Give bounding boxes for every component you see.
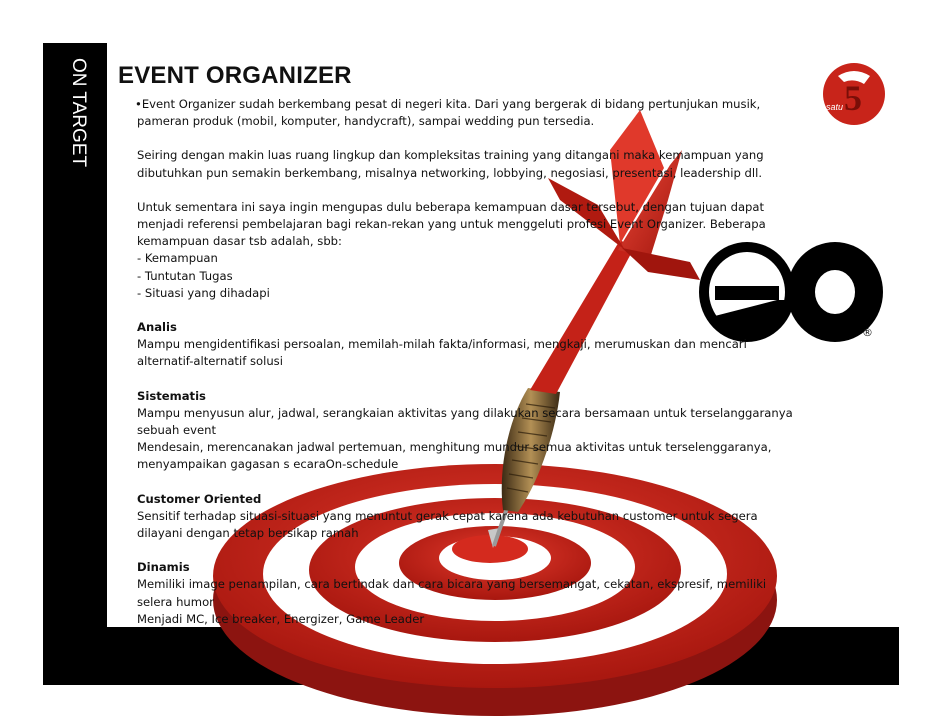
satu-logo — [818, 58, 888, 128]
slide-title: EVENT ORGANIZER — [118, 62, 352, 89]
section-heading: Customer Oriented — [137, 491, 262, 506]
body-line: kemampuan dasar tsb adalah, sbb: — [137, 234, 342, 249]
paragraph-gap — [137, 302, 857, 319]
body-line: menyampaikan gagasan s ecaraOn-schedule — [137, 457, 399, 472]
body-line: Menjadi MC, Ice breaker, Energizer, Game Leader — [137, 611, 425, 626]
paragraph-gap — [137, 474, 857, 491]
paragraph-gap — [137, 130, 857, 147]
body-line: Seiring dengan makin luas ruang lingkup dan kompleksitas training yang ditangani maka kemampuan yang — [137, 148, 764, 163]
section-heading: Dinamis — [137, 560, 190, 575]
body-line: menjadi referensi pembelajaran bagi rekan-rekan yang untuk menggeluti profesi Event Organizer. Beberapa — [137, 217, 766, 232]
svg-text:5: 5 — [844, 78, 862, 118]
body-line: - Situasi yang dihadapi — [137, 285, 270, 300]
section-heading: Sistematis — [137, 388, 206, 403]
body-line: Mampu mengidentifikasi persoalan, memilah-milah fakta/informasi, mengkaji, merumuskan dan mencari — [137, 337, 747, 352]
body-line: Sensitif terhadap situasi-situasi yang menuntut gerak cepat karena ada kebutuhan customer untuk segera — [137, 508, 758, 523]
body-line: Memiliki image penampilan, cara bertindak dan cara bicara yang bersemangat, cekatan, ekspresif, memiliki — [137, 577, 767, 592]
svg-text:eo: eo — [697, 238, 699, 239]
body-line: alternatif-alternatif solusi — [137, 354, 283, 369]
body-line: dilayani dengan tetap bersikap ramah — [137, 526, 359, 541]
svg-text:satu: satu — [826, 102, 844, 112]
body-line: Mendesain, merencanakan jadwal pertemuan, menghitung mundur semua aktivitas untuk terselenggaranya, — [137, 440, 772, 455]
side-label: ON TARGET — [68, 58, 89, 168]
registered-mark-icon: ® — [862, 326, 873, 339]
body-line: dibutuhkan pun semakin berkembang, misalnya networking, lobbying, negosiasi, presentasi, leadership dll. — [137, 165, 763, 180]
body-line: - Tuntutan Tugas — [137, 268, 233, 283]
body-line: Untuk sementara ini saya ingin mengupas dulu beberapa kemampuan dasar tersebut, dengan tujuan dapat — [137, 199, 765, 214]
section-heading: Analis — [137, 320, 177, 335]
body-line: pameran produk (mobil, komputer, handycraft), sampai wedding pun tersedia. — [137, 114, 595, 129]
paragraph-gap — [137, 371, 857, 388]
body-text — [137, 96, 857, 628]
paragraph-gap — [137, 182, 857, 199]
body-line: •Event Organizer sudah berkembang pesat di negeri kita. Dari yang bergerak di bidang pertunjukan musik, — [135, 97, 761, 111]
body-line: - Kemampuan — [137, 251, 218, 266]
body-line: Mampu menyusun alur, jadwal, serangkaian aktivitas yang dilakukan secara bersamaan untuk terselanggaranya — [137, 405, 793, 420]
body-line: sebuah event — [137, 423, 217, 438]
body-line: selera humor — [137, 594, 214, 609]
paragraph-gap — [137, 542, 857, 559]
